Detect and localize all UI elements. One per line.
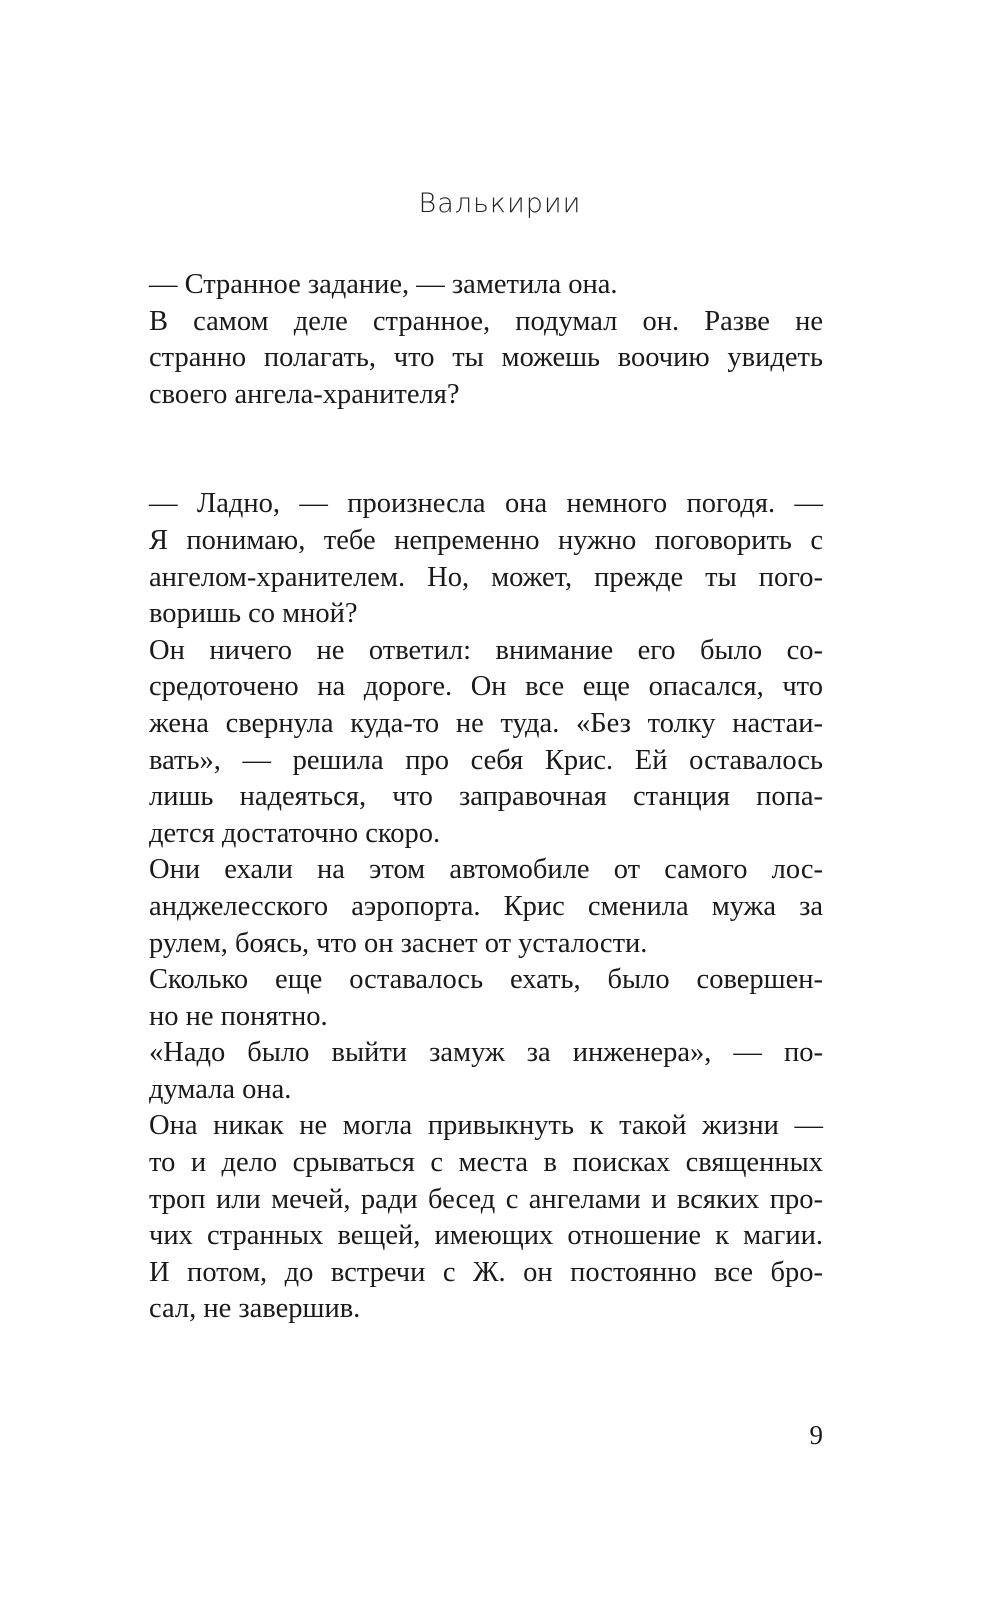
text-line: Он ничего не ответил: внимание его было со- (149, 634, 823, 666)
paragraph (108, 633, 823, 853)
text-line: лишь надеяться, что заправочная станция попа- (149, 781, 823, 813)
paragraph (108, 267, 823, 304)
text-line: анджелесского аэропорта. Крис сменила мужа за (149, 890, 823, 922)
paragraph (108, 962, 823, 1035)
body-text (108, 267, 823, 1328)
paragraph (108, 304, 823, 414)
text-line: воришь со мной? (149, 598, 358, 630)
text-line: чих странных вещей, имеющих отношение к магии. (149, 1220, 823, 1252)
text-line: Она никак не могла привыкнуть к такой жизни — (149, 1110, 823, 1142)
text-line: думала она. (149, 1073, 292, 1105)
text-line: жена свернула куда-то не туда. «Без толку настаи- (149, 707, 823, 739)
running-head: Валькирии (418, 188, 582, 219)
paragraph (108, 486, 823, 632)
text-line: вать», — решила про себя Крис. Ей оставалось (149, 744, 823, 776)
text-line: своего ангела-хранителя? (149, 378, 460, 410)
paragraph (108, 1108, 823, 1254)
text-line: Они ехали на этом автомобиле от самого лос- (149, 854, 823, 886)
text-line: И потом, до встречи с Ж. он постоянно все бро- (149, 1256, 823, 1288)
text-line: Сколько еще оставалось ехать, было совершен- (149, 964, 823, 996)
section-break (108, 413, 823, 486)
text-line: В самом деле странное, подумал он. Разве не (149, 305, 823, 337)
text-line: странно полагать, что ты можешь воочию увидеть (149, 342, 823, 374)
text-line: но не понятно. (149, 1000, 328, 1032)
text-line: — Странное задание, — заметила она. (149, 269, 618, 300)
paragraph (108, 1035, 823, 1108)
text-line: ангелом-хранителем. Но, может, прежде ты пого- (149, 561, 823, 593)
text-line: дется достаточно скоро. (149, 817, 441, 849)
text-line: «Надо было выйти замуж за инженера», — по- (149, 1037, 823, 1069)
page-number: 9 (809, 1420, 823, 1450)
paragraph (108, 852, 823, 962)
text-line: троп или мечей, ради бесед с ангелами и всяких про- (149, 1183, 823, 1215)
text-line: рулем, боясь, что он заснет от усталости. (149, 927, 648, 959)
text-line: средоточено на дороге. Он все еще опасался, что (149, 671, 823, 703)
text-line: — Ладно, — произнесла она немного погодя. — (149, 488, 823, 520)
paragraph (108, 1255, 823, 1328)
text-line: то и дело срываться с места в поисках священных (149, 1147, 823, 1179)
text-line: Я понимаю, тебе непременно нужно поговорить с (149, 524, 823, 556)
text-line: сал, не завершив. (149, 1293, 361, 1325)
